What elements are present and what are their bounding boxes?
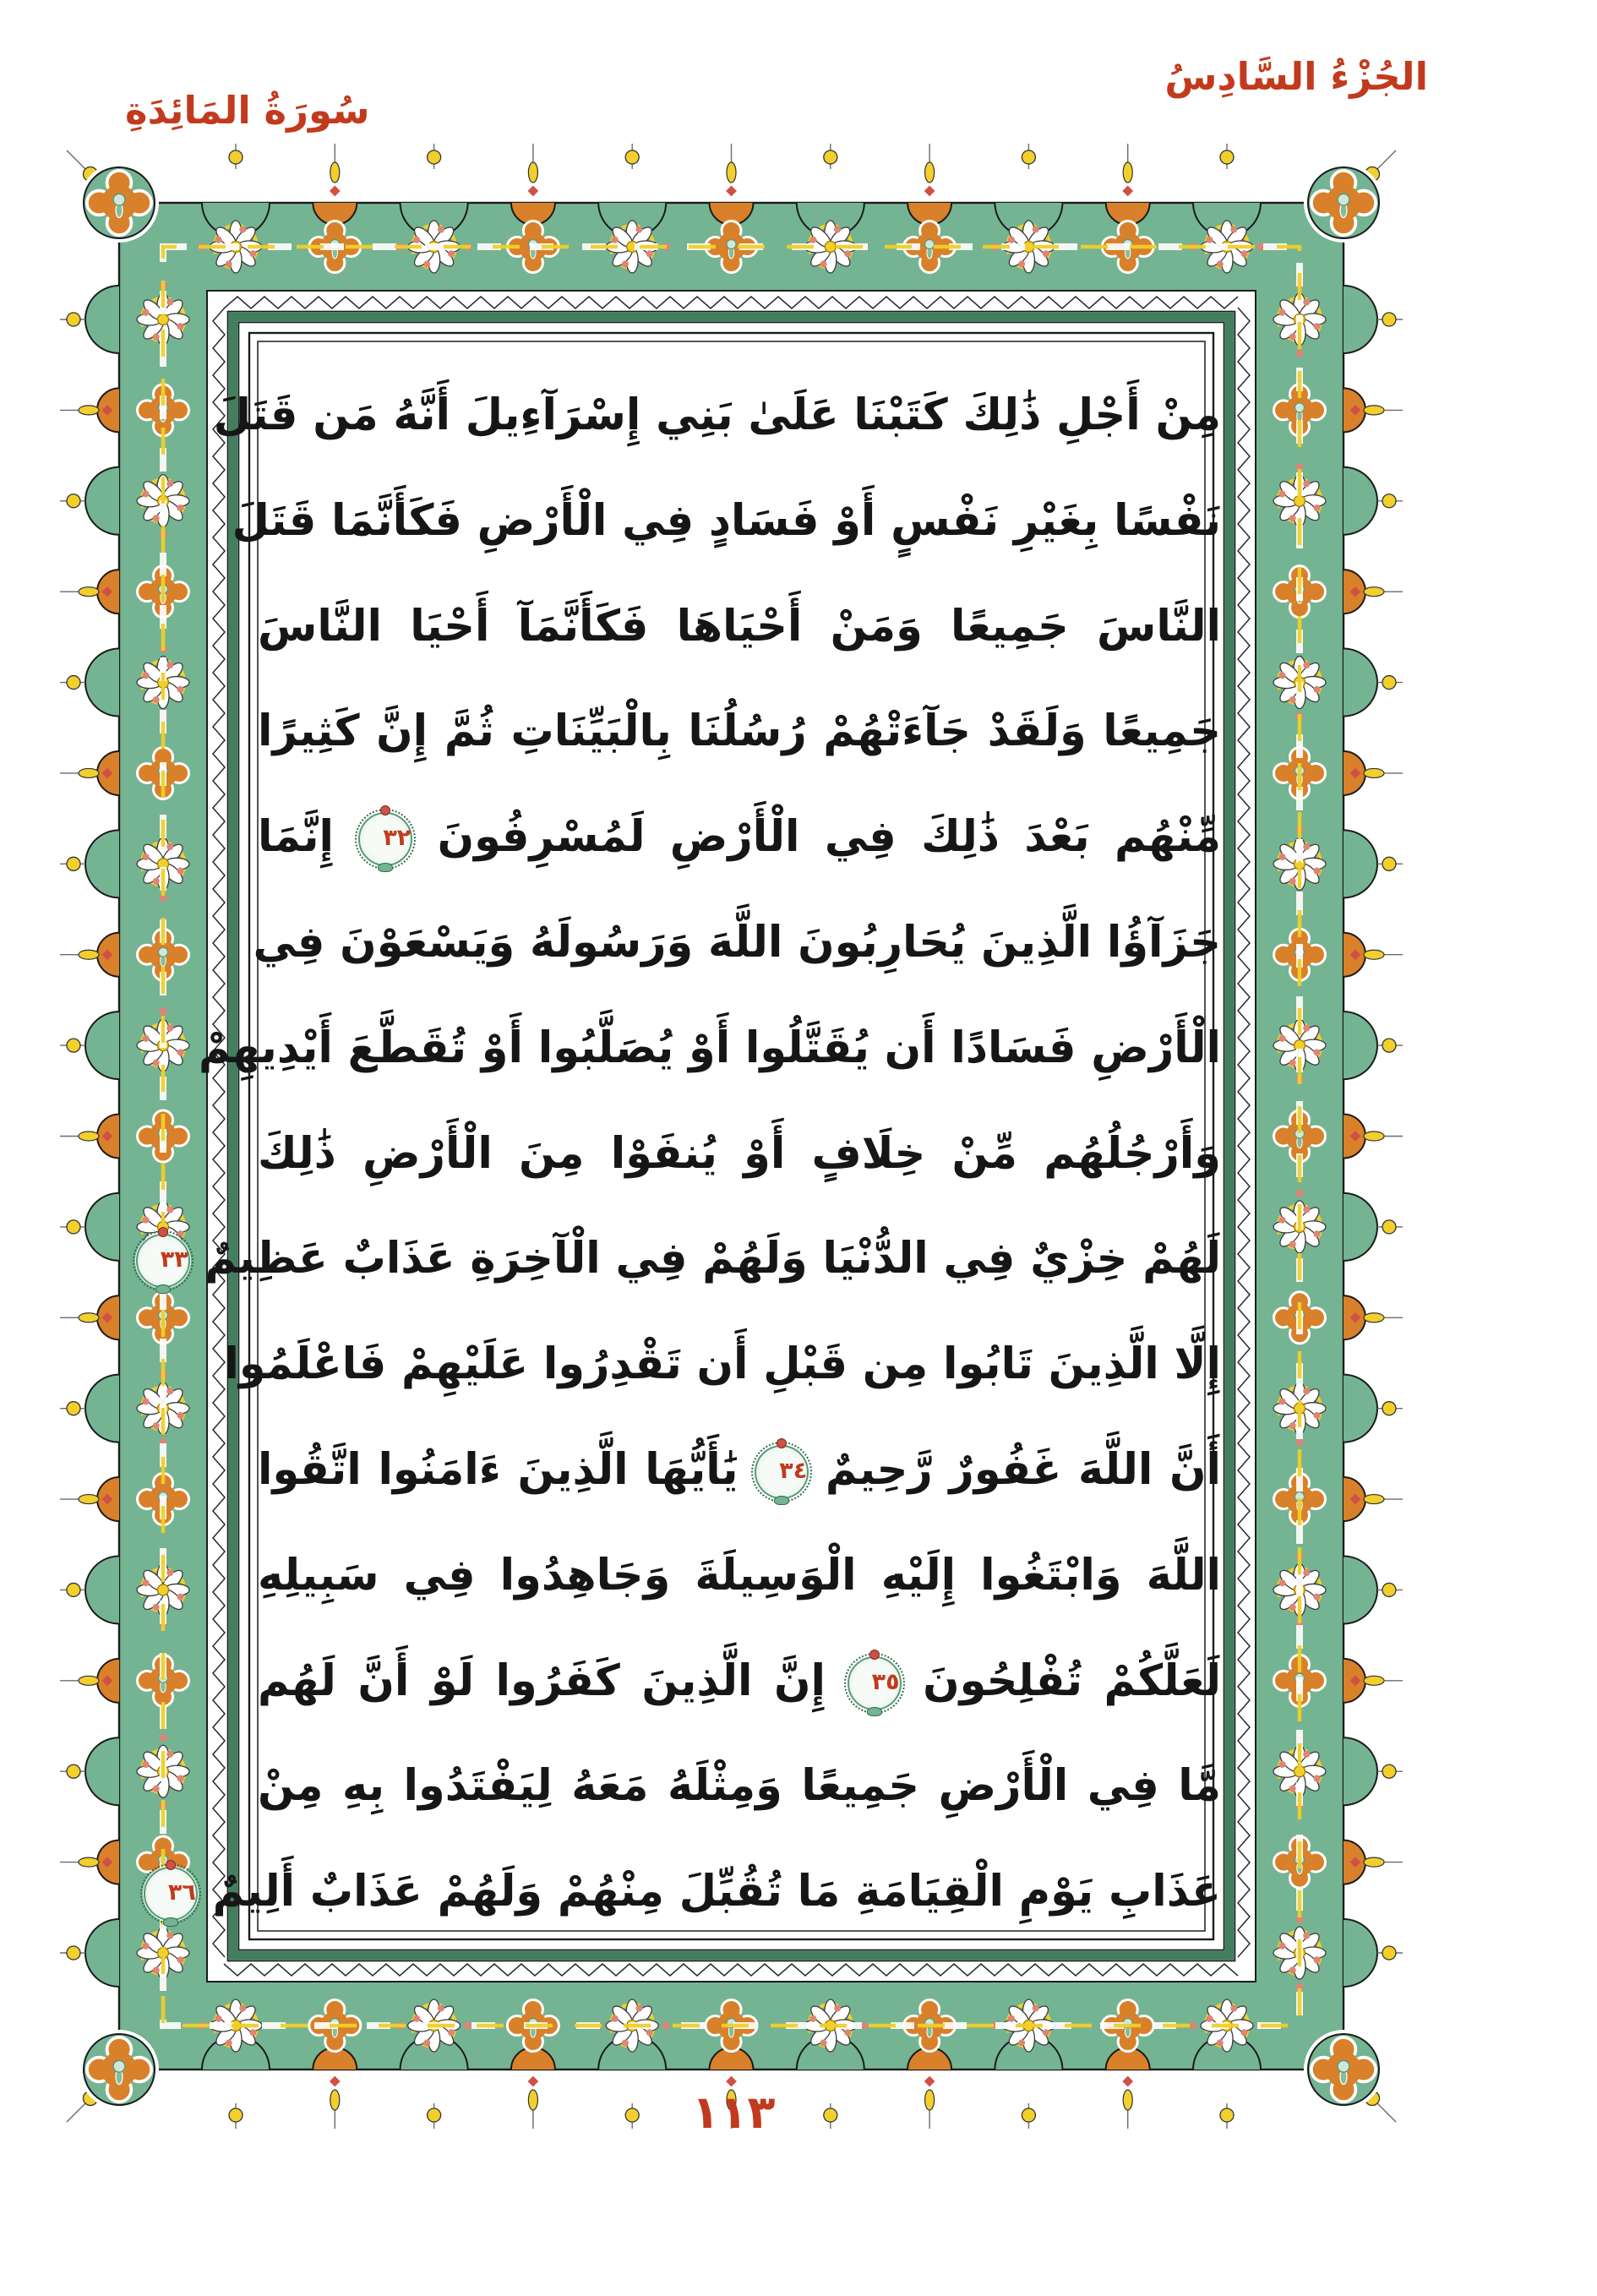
aya-text: مِّنْهُم بَعْدَ ذَٰلِكَ فِي الْأَرْضِ لَمُسْرِفُونَ	[437, 812, 1221, 863]
aya-text: مِنْ أَجْلِ ذَٰلِكَ كَتَبْنَا عَلَىٰ بَنِي إِسْرَآءِيلَ أَنَّهُ مَن قَتَلَ	[213, 390, 1221, 440]
aya-number: ٣٥	[871, 1668, 900, 1695]
quran-line-13	[258, 1629, 1221, 1735]
aya-text: جَزَآؤُا الَّذِينَ يُحَارِبُونَ اللَّهَ وَرَسُولَهُ وَيَسْعَوْنَ فِي	[253, 917, 1221, 968]
aya-text: لَهُمْ خِزْيٌ فِي الدُّنْيَا وَلَهُمْ فِي الْآخِرَةِ عَذَابٌ عَظِيمٌ	[204, 1234, 1221, 1284]
aya-text: أَنَّ اللَّهَ غَفُورٌ رَّحِيمٌ	[825, 1444, 1221, 1495]
aya-text: يَٰأَيُّهَا الَّذِينَ ءَامَنُوا اتَّقُوا	[258, 1444, 739, 1495]
quran-line-2	[232, 469, 1221, 575]
quran-line-1	[213, 363, 1221, 469]
quran-line-7	[199, 996, 1221, 1102]
aya-text: إِنَّ الَّذِينَ كَفَرُوا لَوْ أَنَّ لَهُم	[258, 1655, 826, 1706]
aya-text: اللَّهَ وَابْتَغُوا إِلَيْهِ الْوَسِيلَةَ وَجَاهِدُوا فِي سَبِيلِهِ	[258, 1550, 1221, 1601]
aya-marker	[848, 1656, 902, 1710]
quran-line-14	[258, 1734, 1221, 1840]
aya-text: جَمِيعًا وَلَقَدْ جَآءَتْهُمْ رُسُلُنَا بِالْبَيِّنَاتِ ثُمَّ إِنَّ كَثِيرًا	[258, 706, 1221, 757]
quran-line-10	[224, 1312, 1221, 1418]
aya-text: وَأَرْجُلُهُم مِّنْ خِلَافٍ أَوْ يُنفَوْا مِنَ الْأَرْضِ ذَٰلِكَ	[258, 1128, 1221, 1179]
aya-text: مَّا فِي الْأَرْضِ جَمِيعًا وَمِثْلَهُ مَعَهُ لِيَفْتَدُوا بِهِ مِنْ	[258, 1761, 1221, 1812]
quran-line-4	[258, 679, 1221, 785]
quran-line-12	[258, 1524, 1221, 1629]
quran-line-11	[258, 1418, 1221, 1524]
page-number: ١١٣	[691, 2086, 776, 2139]
aya-marker	[358, 812, 412, 866]
quran-line-6	[253, 891, 1221, 996]
aya-text: إِنَّمَا	[258, 812, 334, 863]
aya-text: لَعَلَّكُمْ تُفْلِحُونَ	[923, 1655, 1221, 1706]
aya-text: إِلَّا الَّذِينَ تَابُوا مِن قَبْلِ أَن تَقْدِرُوا عَلَيْهِمْ فَاعْلَمُوا	[224, 1339, 1221, 1390]
aya-text: الْأَرْضِ فَسَادًا أَن يُقَتَّلُوا أَوْ يُصَلَّبُوا أَوْ تُقَطَّعَ أَيْدِيهِمْ	[199, 1023, 1221, 1073]
aya-text: نَفْسًا بِغَيْرِ نَفْسٍ أَوْ فَسَادٍ فِي الْأَرْضِ فَكَأَنَّمَا قَتَلَ	[232, 495, 1221, 546]
aya-number: ٣٦	[167, 1879, 196, 1906]
quran-line-8	[258, 1102, 1221, 1208]
aya-number: ٣٤	[779, 1457, 808, 1484]
aya-marker	[144, 1867, 198, 1921]
aya-number: ٣٢	[383, 825, 412, 852]
quran-line-3	[258, 575, 1221, 680]
quran-line-15	[167, 1840, 1221, 1945]
juz-header: الجُزْءُ السَّادِسُ	[1164, 54, 1428, 99]
quran-line-5	[258, 785, 1221, 891]
quran-line-9	[160, 1207, 1221, 1312]
quran-text-block	[160, 363, 1221, 1945]
aya-number: ٣٣	[160, 1246, 188, 1273]
surah-header: سُورَةُ المَائِدَةِ	[125, 88, 370, 133]
aya-text: عَذَابِ يَوْمِ الْقِيَامَةِ مَا تُقُبِّلَ مِنْهُمْ وَلَهُمْ عَذَابٌ أَلِيمٌ	[212, 1867, 1221, 1917]
aya-text: النَّاسَ جَمِيعًا وَمَنْ أَحْيَاهَا فَكَأَنَّمَآ أَحْيَا النَّاسَ	[258, 601, 1221, 652]
aya-marker	[755, 1445, 809, 1499]
aya-marker	[136, 1234, 190, 1288]
